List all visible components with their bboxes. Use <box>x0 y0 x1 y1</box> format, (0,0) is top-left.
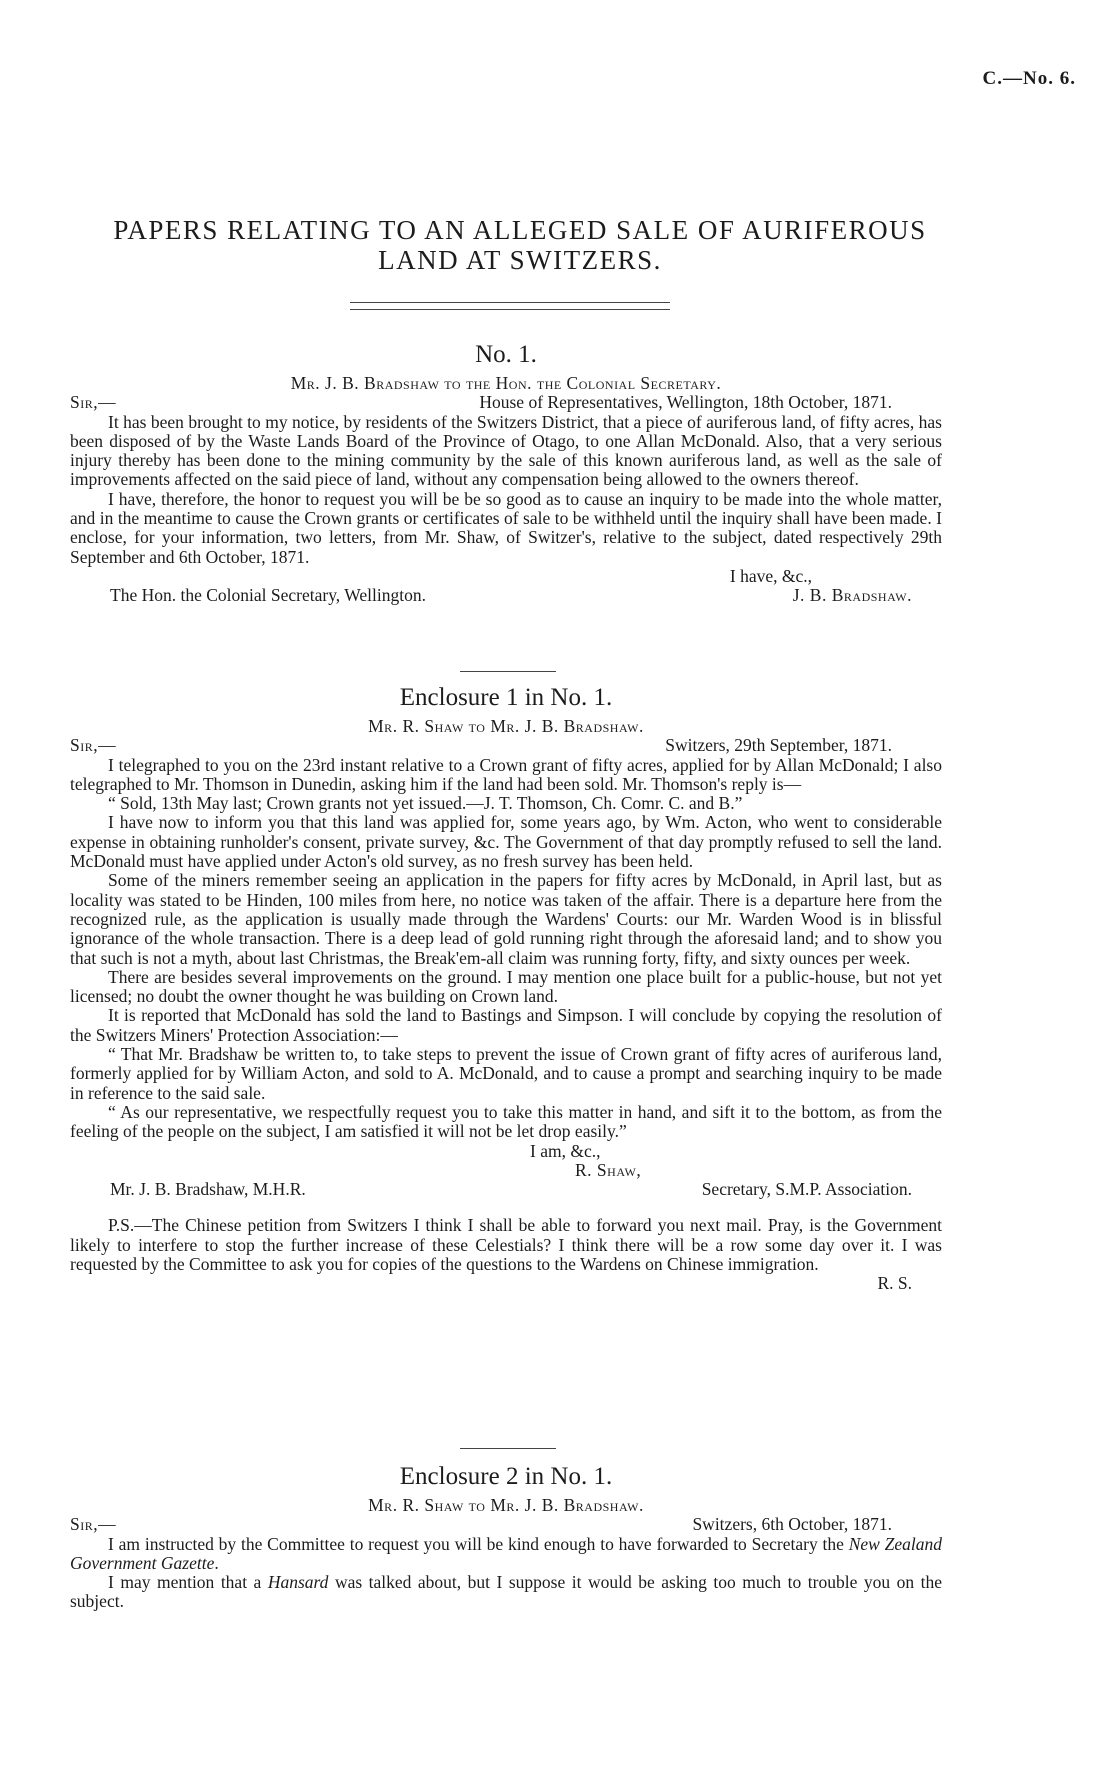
section-divider <box>460 671 556 672</box>
text-run: . <box>214 1552 219 1573</box>
quoted-telegram: “ Sold, 13th May last; Crown grants not yet issued.—J. T. Thomson, Ch. Comr. C. and B.” <box>108 793 743 814</box>
paragraph: There are besides several improvements on the ground. I may mention one place built for a public-house, but not yet licensed; no doubt the owner thought he was building on Crown land. <box>70 966 942 1007</box>
salutation-row <box>70 736 942 755</box>
text-run: was talked about, but I suppose it would be asking too much to trouble you on the subject. <box>70 1572 942 1612</box>
letter-addressee: The Hon. the Colonial Secretary, Wellington. <box>110 585 426 606</box>
title-line-1: PAPERS RELATING TO AN ALLEGED SALE OF AURIFEROUS <box>113 215 927 245</box>
hansard-title: Hansard <box>267 1572 329 1593</box>
paragraph: I have, therefore, the honor to request you will be be so good as to cause an inquiry to be made into the whole matter, and in the meantime to cause the Crown grants or certificates of sale to be withheld until the inquiry shall have been made. I enclose, for your information, two letters, from Mr. Shaw, of Switzer's, relative to the subject, dated respectively 29th September and 6th October, 1871. <box>70 488 942 567</box>
salutation: Sir,— <box>70 735 117 756</box>
letter-address: House of Representatives, Wellington, 18th October, 1871. <box>479 392 892 413</box>
letter-signature: R. Shaw, <box>575 1159 642 1180</box>
postscript: P.S.—The Chinese petition from Switzers I think I shall be able to forward you next mail. Pray, is the Government likely to interfere to stop the further increase of these Celestials? I think there will be a row some day over it. I was requested by the Committee to ask you for copies of the questions to the Wardens on Chinese immigration. <box>70 1215 942 1275</box>
text-run: I am instructed by the Committee to request you will be kind enough to have forwarded to Secretary the <box>108 1533 849 1554</box>
paragraph: It has been brought to my notice, by residents of the Switzers District, that a piece of auriferous land, of fifty acres, has been disposed of by the Waste Lands Board of the Province of Otago, to one Allan McDonald. Also, that a very serious injury thereby has been done to the mining community by the sale of this known auriferous land, as well as the sale of improvements affected on the said piece of land, without any compensation being allowed to the owners thereof. <box>70 411 942 490</box>
enclosure-heading: Enclosure 2 in No. 1. <box>399 1463 613 1490</box>
letter-heading: No. 1. <box>475 341 537 368</box>
letter-signature: J. B. Bradshaw. <box>792 585 912 606</box>
postscript-signature: R. S. <box>877 1273 912 1294</box>
enclosure-heading: Enclosure 1 in No. 1. <box>399 684 613 711</box>
text-run: I may mention that a <box>108 1572 268 1593</box>
letter-addressee: Mr. J. B. Bradshaw, M.H.R. <box>110 1179 306 1200</box>
signature-row <box>70 1180 942 1199</box>
letter-address: Switzers, 29th September, 1871. <box>665 735 892 756</box>
paper-reference: C.—No. 6. <box>982 68 1076 89</box>
section-divider <box>460 1448 556 1449</box>
salutation: Sir,— <box>70 392 117 413</box>
letter-from-to: Mr. J. B. Bradshaw to the Hon. the Colonial Secretary. <box>290 373 722 393</box>
paragraph <box>70 1573 942 1612</box>
letter-no-1 <box>70 340 942 606</box>
salutation-row <box>70 393 942 412</box>
paragraph: I telegraphed to you on the 23rd instant relative to a Crown grant of fifty acres, applied for by Allan McDonald; I also telegraphed to Mr. Thomson in Dunedin, asking him if the land had been sold. Mr. Thomson's reply is— <box>70 754 942 794</box>
paragraph: Some of the miners remember seeing an application in the papers for fifty acres by McDonald, in April last, but as locality was stated to be Hinden, 100 miles from here, no notice was taken of the affair. There is a departure here from the recognized rule, as the application is usually made through the Wardens' Courts: our Mr. Warden Wood is in blissful ignorance of the whole transaction. There is a deep lead of gold running right through the aforesaid land; and to show you that such is not a myth, about last Christmas, the Break'em-all claim was running forty, fifty, and sixty ounces per week. <box>70 870 942 968</box>
resolution-paragraph: “ As our representative, we respectfully request you to take this matter in hand, and sift it to the bottom, as from the feeling of the people on the subject, I am satisfied it will not be let drop easily.” <box>70 1101 942 1142</box>
enclosure-2 <box>70 1462 942 1612</box>
paragraph <box>70 1535 942 1574</box>
title-line-2: LAND AT SWITZERS. <box>378 245 662 275</box>
paragraph: It is reported that McDonald has sold the land to Bastings and Simpson. I will conclude by copying the resolution of the Switzers Miners' Protection Association:— <box>70 1005 942 1045</box>
paragraph: I have now to inform you that this land was applied for, some years ago, by Wm. Acton, who went to considerable expense in obtaining runholder's consent, private survey, &c. The Government of that day promptly refused to sell the land. McDonald must have applied under Acton's old survey, as no fresh survey has been held. <box>70 812 942 872</box>
enclosure-from-to: Mr. R. Shaw to Mr. J. B. Bradshaw. <box>368 716 644 736</box>
signature-title: Secretary, S.M.P. Association. <box>701 1179 912 1200</box>
gazette-title: New Zealand Government Gazette <box>70 1533 942 1573</box>
salutation-row <box>70 1515 942 1534</box>
letter-closing: I have, &c., <box>729 565 812 586</box>
title-divider <box>350 302 670 310</box>
page-title <box>80 215 960 275</box>
enclosure-from-to: Mr. R. Shaw to Mr. J. B. Bradshaw. <box>368 1495 644 1515</box>
salutation: Sir,— <box>70 1514 117 1535</box>
signature-row <box>70 586 942 605</box>
resolution-paragraph: “ That Mr. Bradshaw be written to, to take steps to prevent the issue of Crown grant of fifty acres of auriferous land, formerly applied for by William Acton, and sold to A. McDonald, and to cause a prompt and searching inquiry to be made in reference to the said sale. <box>70 1044 942 1103</box>
letter-address: Switzers, 6th October, 1871. <box>692 1514 892 1535</box>
letter-closing: I am, &c., <box>530 1140 601 1161</box>
enclosure-1 <box>70 683 942 1294</box>
